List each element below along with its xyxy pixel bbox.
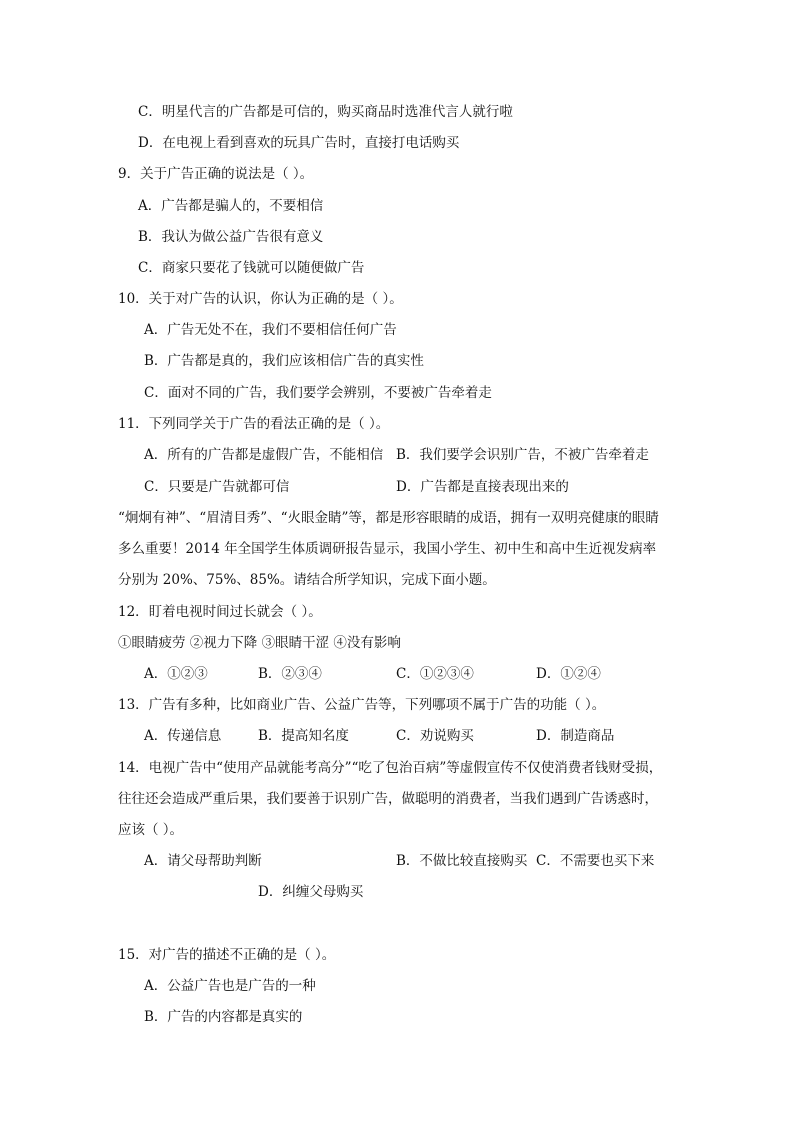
q14-option-a: A．请父母帮助判断 <box>144 853 262 869</box>
q13-option-b: B．提高知名度 <box>258 728 349 744</box>
q12-stem: 12．盯着电视时间过长就会（ ）。 <box>118 604 322 620</box>
passage-line-1: “炯炯有神”、“眉清目秀”、“火眼金睛”等，都是形容眼睛的成语，拥有一双明亮健康的眼睛 <box>118 510 659 526</box>
passage-line-3: 分别为 20%、75%、85%。请结合所学知识，完成下面小题。 <box>118 572 496 588</box>
q9-option-a: A．广告都是骗人的，不要相信 <box>138 198 324 214</box>
q8-option-d: D．在电视上看到喜欢的玩具广告时，直接打电话购买 <box>138 135 460 151</box>
q15-stem: 15．对广告的描述不正确的是（ ）。 <box>118 947 336 963</box>
q11-stem: 11．下列同学关于广告的看法正确的是（ ）。 <box>118 416 390 432</box>
q13-stem: 13．广告有多种，比如商业广告、公益广告等，下列哪项不属于广告的功能（ ）。 <box>118 697 606 713</box>
q10-option-c: C．面对不同的广告，我们要学会辨别，不要被广告牵着走 <box>144 385 492 401</box>
q9-option-c: C．商家只要花了钱就可以随便做广告 <box>138 260 365 276</box>
q12-items: ①眼睛疲劳 ②视力下降 ③眼睛干涩 ④没有影响 <box>118 635 401 651</box>
q13-option-a: A．传递信息 <box>144 728 222 744</box>
q14-stem-line-3: 应该（ ）。 <box>118 822 184 838</box>
q14-stem-line-2: 往往还会造成严重后果，我们要善于识别广告，做聪明的消费者，当我们遇到广告诱惑时， <box>118 791 658 807</box>
passage-line-2: 多么重要！2014 年全国学生体质调研报告显示，我国小学生、初中生和高中生近视发病率 <box>118 541 657 557</box>
q14-option-b: B．不做比较直接购买 <box>396 853 528 869</box>
q14-option-d: D．纠缠父母购买 <box>258 884 364 900</box>
q11-option-d: D．广告都是直接表现出来的 <box>396 479 569 495</box>
q12-option-d: D．①②④ <box>536 666 601 682</box>
q11-option-c: C．只要是广告就都可信 <box>144 479 290 495</box>
q14-option-c: C．不需要也买下来 <box>536 853 655 869</box>
q15-option-a: A．公益广告也是广告的一种 <box>144 978 316 994</box>
q14-stem-line-1: 14．电视广告中“使用产品就能考高分”“吃了包治百病”等虚假宣传不仅使消费者钱财受损， <box>118 760 663 776</box>
q11-option-b: B．我们要学会识别广告，不被广告牵着走 <box>396 447 649 463</box>
q12-option-b: B．②③④ <box>258 666 322 682</box>
q10-stem: 10．关于对广告的认识，你认为正确的是（ ）。 <box>118 291 403 307</box>
q9-option-b: B．我认为做公益广告很有意义 <box>138 229 324 245</box>
q11-option-a: A．所有的广告都是虚假广告，不能相信 <box>144 447 384 463</box>
q10-option-b: B．广告都是真的，我们应该相信广告的真实性 <box>144 353 424 369</box>
q10-option-a: A．广告无处不在，我们不要相信任何广告 <box>144 322 397 338</box>
q9-stem: 9．关于广告正确的说法是（ ）。 <box>118 166 314 182</box>
q12-option-c: C．①②③④ <box>396 666 474 682</box>
q8-option-c: C．明星代言的广告都是可信的，购买商品时选准代言人就行啦 <box>138 104 513 120</box>
q13-option-c: C．劝说购买 <box>396 728 474 744</box>
q12-option-a: A．①②③ <box>144 666 208 682</box>
q15-option-b: B．广告的内容都是真实的 <box>144 1009 303 1025</box>
q13-option-d: D．制造商品 <box>536 728 615 744</box>
